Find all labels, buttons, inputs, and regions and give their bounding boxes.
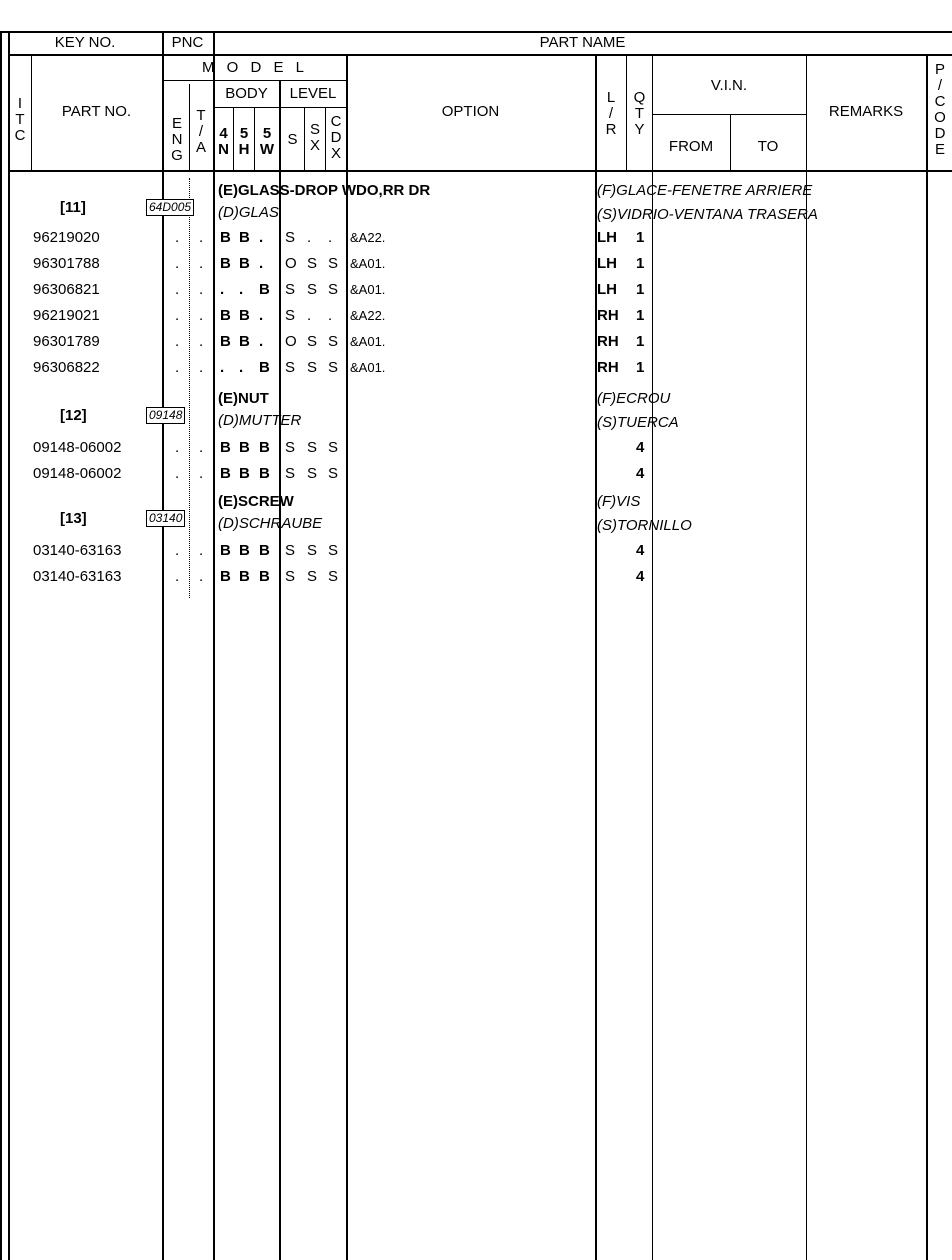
side-lr: LH [597,255,617,272]
option-code: &A01. [350,282,386,297]
model-flag-ls: S [285,439,296,456]
quantity: 1 [636,359,645,376]
model-flag-b5w: . [259,229,264,246]
model-flag-b4n: B [220,229,231,246]
model-flag-b5w: B [259,439,270,456]
model-flag-ls: S [285,229,296,246]
col-body-left [213,31,215,1260]
model-flag-b5w: . [259,307,264,324]
level-s-header: S [287,131,298,148]
top-rule [0,31,952,33]
part-name-french: (F)GLACE-FENETRE ARRIERE [597,182,813,199]
part-name-spanish: (S)VIDRIO-VENTANA TRASERA [597,206,818,223]
model-flag-b5h: B [239,307,250,324]
quantity: 1 [636,333,645,350]
part-name-english: (E)GLASS-DROP WDO,RR DR [218,182,431,199]
part-name-french: (F)VIS [597,493,641,510]
lr-header: L / R [605,89,617,138]
model-flag-eng: . [175,281,180,298]
remarks-header: REMARKS [828,103,904,120]
qty-header: Q T Y [633,89,646,138]
model-flag-lsx: S [307,281,318,298]
quantity: 1 [636,281,645,298]
model-flag-b5w: B [259,465,270,482]
model-header: M O D E L [201,59,308,76]
model-flag-ls: S [285,465,296,482]
model-flag-ta: . [199,359,204,376]
model-flag-ls: S [285,281,296,298]
model-flag-lcdx: S [328,255,339,272]
part-number: 09148-06002 [33,439,122,456]
model-flag-b5w: B [259,281,270,298]
model-flag-eng: . [175,542,180,559]
quantity: 1 [636,307,645,324]
side-lr: RH [597,333,619,350]
level-header: LEVEL [289,85,337,102]
model-flag-lsx: S [307,568,318,585]
part-number: 03140-63163 [33,542,122,559]
model-flag-ta: . [199,465,204,482]
model-flag-b5h: B [239,229,250,246]
model-flag-b5h: B [239,333,250,350]
vin-header: V.I.N. [710,77,748,94]
model-flag-ls: O [285,333,297,350]
part-name-spanish: (S)TORNILLO [597,517,692,534]
model-flag-eng: . [175,333,180,350]
model-flag-lsx: S [307,255,318,272]
option-code: &A22. [350,308,386,323]
model-flag-b4n: . [220,359,225,376]
header-rule-1 [8,54,952,56]
part-number: 96306822 [33,359,100,376]
model-flag-b4n: B [220,439,231,456]
model-flag-ls: S [285,359,296,376]
model-flag-eng: . [175,439,180,456]
model-flag-eng: . [175,359,180,376]
col-vin-left [652,54,653,1260]
model-flag-ta: . [199,281,204,298]
model-flag-ls: O [285,255,297,272]
part-number: 09148-06002 [33,465,122,482]
side-lr: LH [597,229,617,246]
key-no-header: KEY NO. [54,34,116,51]
model-flag-lsx: . [307,229,312,246]
pnc-header: PNC [171,34,204,51]
model-flag-b4n: B [220,568,231,585]
model-flag-ta: . [199,307,204,324]
model-flag-lsx: S [307,359,318,376]
model-flag-ta: . [199,255,204,272]
col-level-left [279,80,281,1260]
model-flag-lcdx: . [328,229,333,246]
frame-left [8,31,10,1260]
model-flag-lsx: . [307,307,312,324]
option-header: OPTION [441,103,500,120]
quantity: 4 [636,542,645,559]
model-flag-b5h: B [239,255,250,272]
key-number: [11] [60,199,86,216]
quantity: 4 [636,568,645,585]
col-remarks-left [806,54,807,1260]
model-flag-ta: . [199,439,204,456]
model-flag-lcdx: . [328,307,333,324]
side-lr: RH [597,307,619,324]
model-flag-lsx: S [307,542,318,559]
model-flag-b5h: B [239,542,250,559]
part-number: 96306821 [33,281,100,298]
pnc-code: 03140 [146,510,185,527]
part-number: 96301789 [33,333,100,350]
model-flag-lcdx: S [328,281,339,298]
model-flag-lcdx: S [328,542,339,559]
model-flag-b5h: B [239,439,250,456]
model-flag-ta: . [199,568,204,585]
model-flag-b4n: B [220,307,231,324]
model-flag-eng: . [175,229,180,246]
model-flag-ta: . [199,333,204,350]
part-number: 96301788 [33,255,100,272]
model-flag-lcdx: S [328,359,339,376]
model-flag-b4n: B [220,542,231,559]
model-flag-ls: S [285,542,296,559]
part-name-german: (D)GLAS [218,204,279,221]
pcode-header: P / C O D E [934,61,946,158]
model-flag-ls: S [285,568,296,585]
part-number: 96219020 [33,229,100,246]
col-option-left [346,54,348,1260]
model-flag-lsx: S [307,333,318,350]
quantity: 1 [636,255,645,272]
model-flag-b5h: B [239,465,250,482]
part-name-german: (D)MUTTER [218,412,302,429]
level-cdx-header: C D X [330,113,342,162]
model-flag-b5w: B [259,359,270,376]
level-sx-header: S X [309,121,320,154]
quantity: 4 [636,465,645,482]
part-name-french: (F)ECROU [597,390,671,407]
part-name-english: (E)SCREW [218,493,294,510]
part-name-spanish: (S)TUERCA [597,414,679,431]
model-flag-eng: . [175,307,180,324]
body-5w-header: 5 W [259,125,275,158]
option-code: &A01. [350,360,386,375]
model-flag-ta: . [199,542,204,559]
model-flag-b4n: B [220,333,231,350]
model-flag-b5w: B [259,542,270,559]
model-flag-lcdx: S [328,568,339,585]
eng-header: E N G [171,115,183,164]
key-number: [12] [60,407,87,424]
option-code: &A22. [350,230,386,245]
body-5h-header: 5 H [238,125,250,158]
col-pcode-left [926,54,928,1260]
side-lr: LH [597,281,617,298]
part-name-header: PART NAME [539,34,626,51]
eng-ta-divider [189,178,190,598]
pnc-code: 64D005 [146,199,194,216]
vin-from-header: FROM [668,138,714,155]
model-flag-ls: S [285,307,296,324]
body-header: BODY [225,85,268,102]
part-no-header: PART NO. [61,103,132,120]
model-flag-b4n: . [220,281,225,298]
part-name-german: (D)SCHRAUBE [218,515,323,532]
vin-to-header: TO [757,138,779,155]
model-flag-b4n: B [220,465,231,482]
part-number: 96219021 [33,307,100,324]
quantity: 4 [636,439,645,456]
model-flag-b5w: B [259,568,270,585]
part-name-english: (E)NUT [218,390,269,407]
edge-left [0,31,2,1260]
model-flag-b5h: . [239,359,244,376]
model-flag-lcdx: S [328,439,339,456]
part-number: 03140-63163 [33,568,122,585]
option-code: &A01. [350,334,386,349]
model-flag-b5h: . [239,281,244,298]
model-flag-lcdx: S [328,333,339,350]
key-number: [13] [60,510,87,527]
model-flag-lsx: S [307,439,318,456]
ta-header: T / A [195,107,206,156]
model-flag-eng: . [175,255,180,272]
model-flag-eng: . [175,465,180,482]
model-flag-lsx: S [307,465,318,482]
model-flag-lcdx: S [328,465,339,482]
model-flag-b5w: . [259,255,264,272]
body-4n-header: 4 N [218,125,229,158]
header-bottom-rule [8,170,952,172]
side-lr: RH [597,359,619,376]
model-rule [164,80,346,81]
model-flag-b5w: . [259,333,264,350]
vin-rule [652,114,806,115]
model-flag-ta: . [199,229,204,246]
option-code: &A01. [350,256,386,271]
itc-header: I T C [14,95,26,144]
pnc-code: 09148 [146,407,185,424]
model-flag-b5h: B [239,568,250,585]
model-flag-b4n: B [220,255,231,272]
quantity: 1 [636,229,645,246]
model-flag-eng: . [175,568,180,585]
